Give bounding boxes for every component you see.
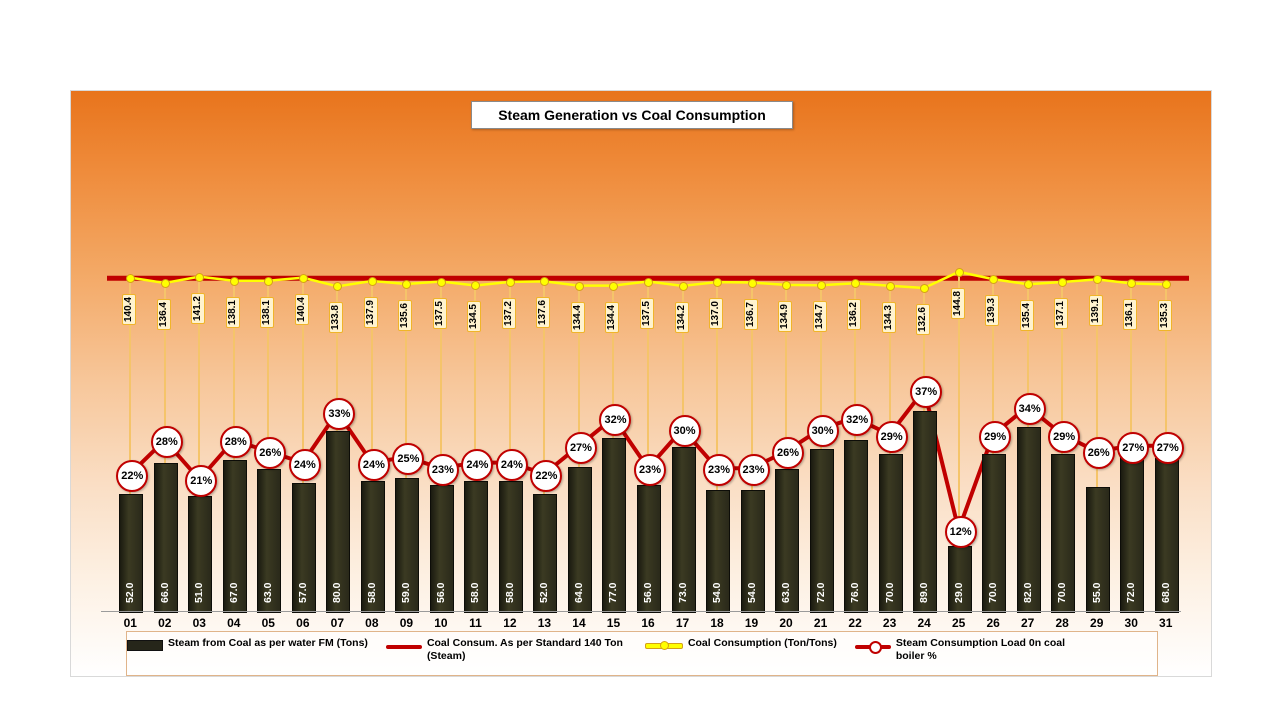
percent-bubble: 23%	[634, 454, 666, 486]
x-tick-label: 21	[813, 616, 828, 630]
bar-value-label: 72.0	[1125, 582, 1138, 603]
bar-value-label: 29.0	[952, 582, 965, 603]
x-tick-label: 06	[296, 616, 310, 630]
x-tick-label: 07	[330, 616, 345, 630]
coal-value-label: 135.4	[1020, 300, 1034, 331]
percent-bubble: 24%	[358, 449, 390, 481]
coal-value-label: 137.9	[364, 297, 378, 328]
x-tick-label: 04	[227, 616, 241, 630]
coal-value-label: 140.4	[295, 294, 309, 325]
legend-label: Coal Consum. As per Standard 140 Ton (Steam)	[426, 637, 623, 663]
coal-point-marker	[437, 278, 446, 287]
x-tick-label: 18	[710, 616, 724, 630]
coal-point-marker	[817, 281, 826, 290]
coal-value-label: 134.3	[882, 302, 896, 333]
coal-point-marker	[1024, 280, 1033, 289]
coal-value-label: 136.7	[744, 299, 758, 330]
coal-point-marker	[748, 279, 757, 288]
x-tick-label: 31	[1159, 616, 1173, 630]
coal-value-label: 137.6	[536, 297, 550, 328]
bar-value-label: 68.0	[1159, 582, 1172, 603]
coal-value-label: 141.2	[191, 293, 205, 324]
coal-value-label: 137.2	[502, 298, 516, 329]
coal-value-label: 132.6	[916, 304, 930, 335]
bar-value-label: 59.0	[400, 582, 413, 603]
x-tick-label: 24	[917, 616, 931, 630]
coal-value-label: 140.4	[122, 294, 136, 325]
coal-value-label: 138.1	[226, 297, 240, 328]
x-tick-label: 27	[1020, 616, 1035, 630]
bar-value-label: 66.0	[158, 582, 171, 603]
bar-value-label: 58.0	[365, 582, 378, 603]
x-tick-label: 12	[503, 616, 517, 630]
percent-bubble: 27%	[1117, 432, 1149, 464]
coal-point-marker	[126, 274, 135, 283]
x-tick-label: 29	[1090, 616, 1104, 630]
coal-value-label: 144.8	[951, 288, 965, 319]
legend-item	[855, 637, 1096, 663]
legend-label: Coal Consumption (Ton/Tons)	[687, 637, 837, 649]
percent-bubble: 27%	[1152, 432, 1184, 464]
percent-bubble: 28%	[220, 426, 252, 458]
coal-point-marker	[886, 282, 895, 291]
percent-bubble: 29%	[1048, 421, 1080, 453]
bar-value-label: 63.0	[262, 582, 275, 603]
legend-label: Steam Consumption Load 0n coal boiler %	[895, 637, 1066, 663]
bar-value-label: 73.0	[676, 582, 689, 603]
coal-point-marker	[679, 282, 688, 291]
bar-value-label: 55.0	[1090, 582, 1103, 603]
coal-point-marker	[230, 277, 239, 286]
bar-value-label: 58.0	[503, 582, 516, 603]
percent-bubble: 30%	[669, 415, 701, 447]
percent-bubble: 22%	[530, 460, 562, 492]
bar-value-label: 70.0	[1056, 582, 1069, 603]
x-tick-label: 14	[572, 616, 586, 630]
x-tick-label: 20	[779, 616, 793, 630]
percent-bubble: 22%	[116, 460, 148, 492]
x-tick-label: 26	[986, 616, 1000, 630]
chart-title: Steam Generation vs Coal Consumption	[471, 101, 793, 129]
x-tick-label: 01	[123, 616, 137, 630]
legend-swatch-icon	[127, 640, 163, 654]
bar-value-label: 57.0	[296, 582, 309, 603]
x-tick-label: 22	[848, 616, 862, 630]
bar-value-label: 89.0	[918, 582, 931, 603]
bar-value-label: 58.0	[469, 582, 482, 603]
bar-value-label: 52.0	[538, 582, 551, 603]
percent-bubble: 25%	[392, 443, 424, 475]
bar-value-label: 54.0	[711, 582, 724, 603]
chart-legend	[126, 631, 1158, 676]
coal-value-label: 135.3	[1158, 300, 1172, 331]
legend-swatch-icon	[855, 640, 891, 652]
percent-bubble: 33%	[323, 398, 355, 430]
x-tick-label: 19	[744, 616, 759, 630]
bar-value-label: 64.0	[572, 582, 585, 603]
bar-value-label: 63.0	[780, 582, 793, 603]
coal-point-marker	[955, 268, 964, 277]
plot-area	[71, 91, 1211, 676]
x-tick-label: 03	[192, 616, 206, 630]
legend-item	[386, 637, 627, 663]
coal-point-marker	[644, 278, 653, 287]
coal-point-marker	[575, 282, 584, 291]
coal-point-marker	[299, 274, 308, 283]
percent-bubble: 24%	[289, 449, 321, 481]
legend-swatch-icon	[386, 640, 422, 652]
bar-value-label: 52.0	[124, 582, 137, 603]
x-tick-label: 02	[158, 616, 172, 630]
bar-value-label: 70.0	[987, 582, 1000, 603]
percent-bubble: 26%	[772, 437, 804, 469]
coal-value-label: 137.0	[709, 298, 723, 329]
coal-point-marker	[782, 281, 791, 290]
percent-bubble: 24%	[461, 449, 493, 481]
percent-bubble: 34%	[1014, 393, 1046, 425]
coal-value-label: 135.6	[398, 300, 412, 331]
coal-point-marker	[264, 277, 273, 286]
coal-value-label: 133.8	[329, 302, 343, 333]
bar-value-label: 72.0	[814, 582, 827, 603]
x-axis-line	[101, 611, 1181, 612]
percent-bubble: 29%	[876, 421, 908, 453]
x-tick-label: 23	[882, 616, 897, 630]
coal-value-label: 136.4	[157, 299, 171, 330]
coal-value-label: 134.5	[467, 301, 481, 332]
percent-bubble: 23%	[738, 454, 770, 486]
chart-container	[70, 90, 1212, 677]
coal-point-marker	[368, 277, 377, 286]
coal-point-marker	[161, 279, 170, 288]
percent-bubble: 32%	[599, 404, 631, 436]
x-tick-label: 09	[399, 616, 414, 630]
x-tick-label: 28	[1055, 616, 1069, 630]
percent-bubble: 30%	[807, 415, 839, 447]
coal-point-marker	[195, 273, 204, 282]
x-tick-label: 30	[1124, 616, 1138, 630]
bar-value-label: 77.0	[607, 582, 620, 603]
coal-value-label: 138.1	[260, 297, 274, 328]
coal-value-label: 137.1	[1054, 298, 1068, 329]
legend-label: Steam from Coal as per water FM (Tons)	[168, 637, 368, 649]
x-tick-label: 16	[641, 616, 655, 630]
bar-value-label: 51.0	[193, 582, 206, 603]
coal-value-label: 139.3	[985, 295, 999, 326]
coal-value-label: 134.7	[813, 301, 827, 332]
percent-bubble: 23%	[703, 454, 735, 486]
percent-bubble: 29%	[979, 421, 1011, 453]
bar-value-label: 82.0	[1021, 582, 1034, 603]
coal-value-label: 134.9	[778, 301, 792, 332]
coal-value-label: 136.2	[847, 299, 861, 330]
percent-bubble: 24%	[496, 449, 528, 481]
bar-value-label: 67.0	[227, 582, 240, 603]
bar-value-label: 54.0	[745, 582, 758, 603]
percent-bubble: 27%	[565, 432, 597, 464]
x-tick-label: 17	[675, 616, 690, 630]
percent-bubble: 32%	[841, 404, 873, 436]
coal-value-label: 134.4	[605, 302, 619, 333]
x-tick-label: 13	[537, 616, 552, 630]
x-tick-label: 08	[365, 616, 379, 630]
coal-point-marker	[920, 284, 929, 293]
bar-value-label: 70.0	[883, 582, 896, 603]
coal-value-label: 137.5	[640, 298, 654, 329]
bar-value-label: 76.0	[849, 582, 862, 603]
x-tick-label: 10	[434, 616, 448, 630]
percent-bubble: 12%	[945, 516, 977, 548]
coal-value-label: 136.1	[1123, 299, 1137, 330]
coal-value-label: 137.5	[433, 298, 447, 329]
bar-value-label: 56.0	[434, 582, 447, 603]
x-tick-label: 15	[606, 616, 621, 630]
x-tick-label: 11	[469, 616, 482, 630]
coal-value-label: 134.4	[571, 302, 585, 333]
percent-bubble: 23%	[427, 454, 459, 486]
percent-bubble: 26%	[254, 437, 286, 469]
coal-value-label: 134.2	[675, 302, 689, 333]
coal-point-marker	[506, 278, 515, 287]
bar-value-label: 56.0	[642, 582, 654, 603]
coal-value-label: 139.1	[1089, 295, 1103, 326]
percent-bubble: 26%	[1083, 437, 1115, 469]
x-tick-label: 05	[261, 616, 275, 630]
percent-bubble: 28%	[151, 426, 183, 458]
percent-bubble: 37%	[910, 376, 942, 408]
legend-swatch-icon	[645, 640, 683, 652]
percent-bubble: 21%	[185, 465, 217, 497]
legend-item	[645, 637, 837, 652]
bar-value-label: 80.0	[331, 582, 344, 603]
x-tick-label: 25	[951, 616, 966, 630]
legend-item	[127, 637, 368, 654]
